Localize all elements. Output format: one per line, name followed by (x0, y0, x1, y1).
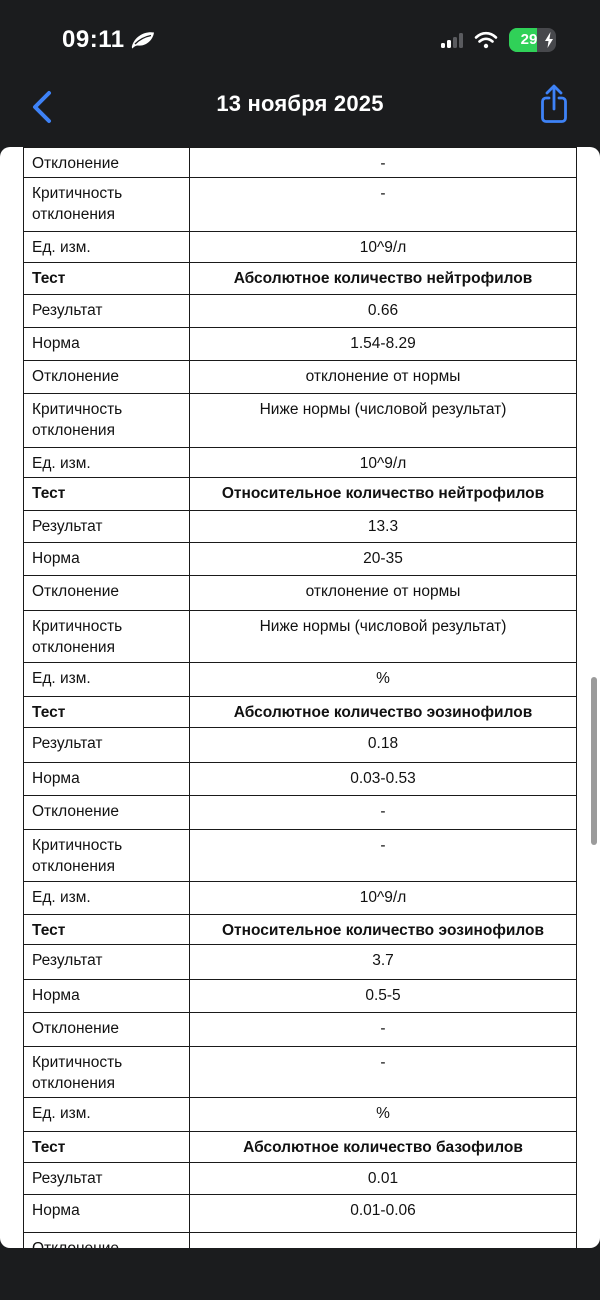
table-row (24, 478, 577, 511)
row-label: Отклонение (24, 796, 190, 830)
row-label: Отклонение (24, 361, 190, 394)
row-value: % (190, 1098, 577, 1132)
results-table-body (24, 148, 577, 1263)
row-label: Норма (24, 328, 190, 361)
table-row (24, 611, 577, 663)
row-value: 0.66 (190, 295, 577, 328)
row-value: - (190, 1047, 577, 1098)
table-row (24, 796, 577, 830)
table-row (24, 1195, 577, 1233)
table-row (24, 1013, 577, 1047)
table-row (24, 511, 577, 543)
row-value: 1.54-8.29 (190, 328, 577, 361)
row-label: Результат (24, 295, 190, 328)
row-value: Абсолютное количество нейтрофилов (190, 263, 577, 295)
row-label: Критичность отклонения (24, 611, 190, 663)
row-value: Относительное количество эозинофилов (190, 915, 577, 945)
row-label: Критичность отклонения (24, 1047, 190, 1098)
row-value: % (190, 663, 577, 697)
table-row (24, 1163, 577, 1195)
row-value: - (190, 178, 577, 232)
share-button[interactable] (536, 83, 572, 125)
row-label: Критичность отклонения (24, 394, 190, 448)
row-label: Отклонение (24, 576, 190, 611)
row-label: Норма (24, 763, 190, 796)
table-row (24, 394, 577, 448)
table-row (24, 448, 577, 478)
scrollbar-thumb[interactable] (591, 677, 597, 845)
row-label: Норма (24, 980, 190, 1013)
row-value: 13.3 (190, 511, 577, 543)
cellular-signal-icon (441, 33, 463, 48)
battery-percent: 29 (520, 31, 538, 48)
row-value: - (190, 1013, 577, 1047)
wifi-icon (474, 31, 498, 49)
row-value: отклонение от нормы (190, 361, 577, 394)
table-row (24, 728, 577, 763)
row-value: отклонение от нормы (190, 576, 577, 611)
battery-charging-icon (509, 28, 556, 52)
row-label: Ед. изм. (24, 882, 190, 915)
row-value: 0.01 (190, 1163, 577, 1195)
table-row (24, 830, 577, 882)
table-row (24, 1132, 577, 1163)
table-row (24, 263, 577, 295)
bottom-bar (0, 1248, 600, 1300)
row-label: Результат (24, 1163, 190, 1195)
table-row (24, 945, 577, 980)
table-row (24, 148, 577, 178)
row-value: Абсолютное количество эозинофилов (190, 697, 577, 728)
row-label: Отклонение (24, 1013, 190, 1047)
table-row (24, 361, 577, 394)
row-label: Результат (24, 728, 190, 763)
row-value: Ниже нормы (числовой результат) (190, 394, 577, 448)
row-value: Ниже нормы (числовой результат) (190, 611, 577, 663)
status-left (62, 26, 156, 54)
row-label: Критичность отклонения (24, 178, 190, 232)
row-label: Ед. изм. (24, 663, 190, 697)
row-label: Норма (24, 543, 190, 576)
row-value: Относительное количество нейтрофилов (190, 478, 577, 511)
row-value: 20-35 (190, 543, 577, 576)
row-label: Критичность отклонения (24, 830, 190, 882)
table-row (24, 232, 577, 263)
leaf-icon (130, 30, 156, 52)
row-value: - (190, 148, 577, 178)
table-row (24, 295, 577, 328)
row-label: Ед. изм. (24, 448, 190, 478)
row-value: Абсолютное количество базофилов (190, 1132, 577, 1163)
row-value: 10^9/л (190, 882, 577, 915)
table-row (24, 915, 577, 945)
table-row (24, 1098, 577, 1132)
row-label: Тест (24, 478, 190, 511)
page-title: 13 ноября 2025 (216, 91, 384, 116)
row-value: 3.7 (190, 945, 577, 980)
row-label: Тест (24, 263, 190, 295)
row-value: 0.01-0.06 (190, 1195, 577, 1233)
table-row (24, 543, 577, 576)
clock: 09:11 (62, 26, 125, 53)
row-label: Тест (24, 915, 190, 945)
row-value: 10^9/л (190, 232, 577, 263)
status-right (441, 28, 556, 52)
status-bar (0, 0, 600, 75)
table-row (24, 328, 577, 361)
row-label: Ед. изм. (24, 232, 190, 263)
row-label: Ед. изм. (24, 1098, 190, 1132)
table-row (24, 178, 577, 232)
table-row (24, 576, 577, 611)
row-value: 0.18 (190, 728, 577, 763)
nav-bar (0, 75, 600, 147)
table-row (24, 763, 577, 796)
lab-results-table (23, 147, 577, 1263)
row-value: 0.03-0.53 (190, 763, 577, 796)
table-row (24, 663, 577, 697)
row-value: - (190, 830, 577, 882)
row-value: 0.5-5 (190, 980, 577, 1013)
row-value: 10^9/л (190, 448, 577, 478)
document-page[interactable] (0, 147, 600, 1248)
table-row (24, 697, 577, 728)
lightning-bolt-icon (543, 31, 555, 49)
row-label: Тест (24, 1132, 190, 1163)
table-row (24, 882, 577, 915)
row-label: Результат (24, 945, 190, 980)
row-label: Отклонение (24, 148, 190, 178)
row-label: Тест (24, 697, 190, 728)
row-label: Норма (24, 1195, 190, 1233)
row-label: Результат (24, 511, 190, 543)
table-row (24, 1047, 577, 1098)
table-row (24, 980, 577, 1013)
row-value: - (190, 796, 577, 830)
